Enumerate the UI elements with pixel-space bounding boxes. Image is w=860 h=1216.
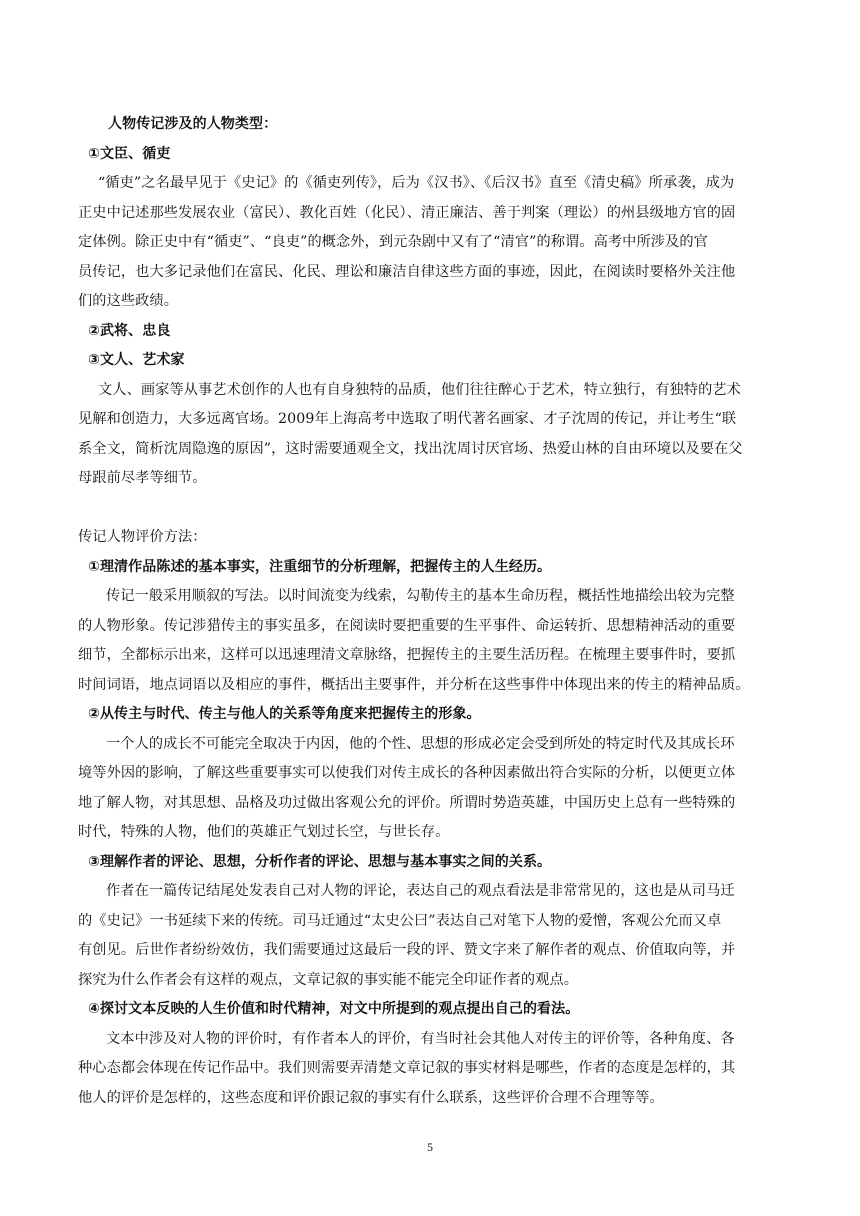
section-heading-person-types: 人物传记涉及的人物类型： <box>108 116 278 132</box>
paragraph-line: 定体例。除正史中有“循吏”、“良吏”的概念外，到元杂剧中又有了“清官”的称谓。高考中所涉及的官 <box>78 234 708 250</box>
paragraph-line: 母跟前尽孝等细节。 <box>78 470 207 486</box>
paragraph-line: 正史中记述那些发展农业（富民）、教化百姓（化民）、清正廉洁、善于判案（理讼）的州县级地方官的固 <box>78 204 736 221</box>
paragraph-line: 文本中涉及对人物的评价时，有作者本人的评价，有当时社会其他人对传主的评价等，各种角度、各 <box>106 1030 735 1047</box>
paragraph-line: 作者在一篇传记结尾处发表自己对人物的评论，表达自己的观点看法是非常常见的，这也是从司马迁 <box>106 883 735 899</box>
paragraph-line: 见解和创造力，大多远离官场。2009年上海高考中选取了明代著名画家、才子沈周的传记，并让考生“联 <box>78 411 737 427</box>
paragraph-line: 他人的评价是怎样的，这些态度和评价跟记叙的事实有什么联系，这些评价合理不合理等等。 <box>78 1089 664 1106</box>
paragraph-line: 系全文，简析沈周隐逸的原因”，这时需要通观全文，找出沈周讨厌官场、热爱山林的自由环境以及要在父 <box>78 440 743 457</box>
document-body <box>78 110 782 1113</box>
point-title: ①理清作品陈述的基本事实，注重细节的分析理解，把握传主的人生经历。 <box>88 558 552 575</box>
paragraph-line: 地了解人物，对其思想、品格及功过做出客观公允的评价。所谓时势造英雄，中国历史上总有一些特殊的 <box>78 794 736 811</box>
paragraph-line: 境等外因的影响，了解这些重要事实可以使我们对传主成长的各种因素做出符合实际的分析，以便更立体 <box>78 765 736 781</box>
section-heading-evaluation: 传记人物评价方法： <box>78 529 207 545</box>
paragraph-line: 一个人的成长不可能完全取决于内因，他的个性、思想的形成必定会受到所处的特定时代及其成长环 <box>106 735 735 752</box>
paragraph-line: 细节，全都标示出来，这样可以迅速理清文章脉络，把握传主的主要生活历程。在梳理主要事件时，要抓 <box>78 647 736 663</box>
paragraph-line: 的人物形象。传记涉猎传主的事实虽多，在阅读时要把重要的生平事件、命运转折、思想精神活动的重要 <box>78 617 736 634</box>
paragraph-line: 种心态都会体现在传记作品中。我们则需要弄清楚文章记叙的事实材料是哪些，作者的态度是怎样的，其 <box>78 1060 736 1076</box>
item-title-artists: ③文人、艺术家 <box>88 352 185 368</box>
paragraph-line: 的《史记》一书延续下来的传统。司马迁通过“太史公曰”表达自己对笔下人物的爱憎，客观公允而又卓 <box>78 912 722 929</box>
item-title-generals: ②武将、忠良 <box>88 322 171 339</box>
paragraph-line: 传记一般采用顺叙的写法。以时间流变为线索，勾勒传主的基本生命历程，概括性地描绘出较为完整 <box>106 588 735 604</box>
paragraph-line: 有创见。后世作者纷纷效仿，我们需要通过这最后一段的评、赞文字来了解作者的观点、价值取向等，并 <box>78 942 736 958</box>
item-title-officials: ①文臣、循吏 <box>88 145 171 162</box>
paragraph-line: 时代，特殊的人物，他们的英雄正气划过长空，与世长存。 <box>78 824 450 840</box>
paragraph-line: 们的这些政绩。 <box>78 293 179 309</box>
paragraph-line: “循吏”之名最早见于《史记》的《循吏列传》，后为《汉书》、《后汉书》直至《清史稿》所承袭，成为 <box>98 175 735 191</box>
paragraph-line: 探究为什么作者会有这样的观点，文章记叙的事实能不能完全印证作者的观点。 <box>78 971 579 988</box>
section-spacer <box>78 494 782 524</box>
point-title: ②从传主与时代、传主与他人的关系等角度来把握传主的形象。 <box>88 706 481 722</box>
point-title: ④探讨文本反映的人生价值和时代精神，对文中所提到的观点提出自己的看法。 <box>88 1001 580 1017</box>
paragraph-line: 文人、画家等从事艺术创作的人也有自身独特的品质，他们往往醉心于艺术，特立独行，有独特的艺术 <box>98 381 741 398</box>
paragraph-line: 员传记，也大多记录他们在富民、化民、理讼和廉洁自律这些方面的事迹，因此，在阅读时要格外关注他 <box>78 263 736 280</box>
paragraph-line: 时间词语，地点词语以及相应的事件，概括出主要事件，并分析在这些事件中体现出来的传主的精神品质。 <box>78 676 750 693</box>
point-title: ③理解作者的评论、思想，分析作者的评论、思想与基本事实之间的关系。 <box>88 853 552 870</box>
page-number: 5 <box>427 1140 433 1154</box>
